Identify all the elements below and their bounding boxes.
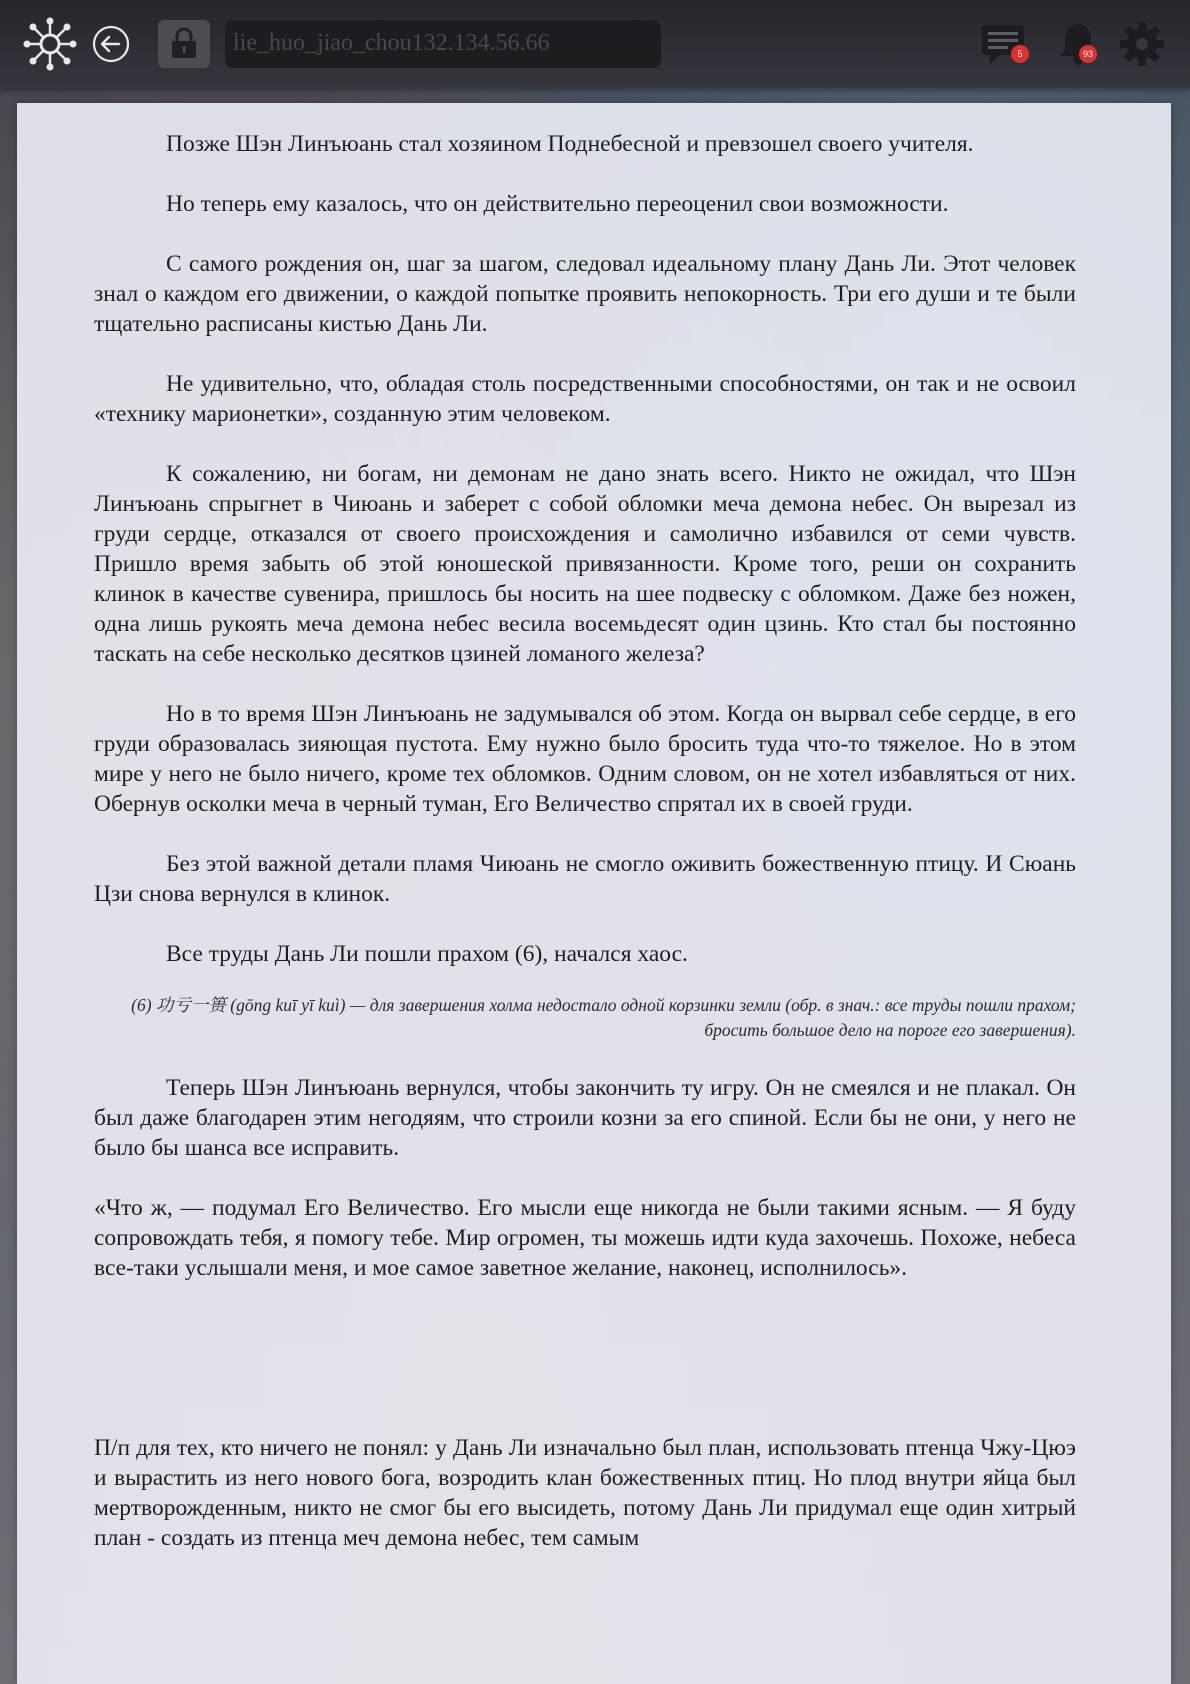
reader-page xyxy=(17,103,1171,1684)
paragraph: Все труды Дань Ли пошли прахом (6), начался хаос. xyxy=(166,941,688,967)
paragraph: С самого рождения он, шаг за шагом, следовал идеальному плану Дань Ли. Этот человек знал о каждом его движении, о каждой попытке проявить непокорность. Три его души и те были тщательно расписаны кистью Дань Ли. xyxy=(94,251,1076,337)
chapter-text xyxy=(94,129,1076,1583)
lock-button[interactable] xyxy=(158,20,210,68)
gear-icon[interactable] xyxy=(1118,20,1166,68)
paragraph: Не удивительно, что, обладая столь посредственными способностями, он так и не освоил «технику марионетки», созданную этим человеком. xyxy=(94,371,1076,427)
address-field[interactable]: lie_huo_jiao_chou132.134.56.66 xyxy=(225,20,661,68)
postscript: П/п для тех, кто ничего не понял: у Дань Ли изначально был план, использовать птенца Чжу-Цюэ и вырастить из него нового бога, возродить клан божественных птиц. Но плод внутри яйца был мертворожденным, никто не смог бы его высидеть, потому Дань Ли придумал еще один хитрый план - создать из птенца меч демона небес, тем самым xyxy=(94,1435,1076,1551)
footnote: (6) 功亏一篑 (gōng kuī yī kuì) — для завершения холма недостало одной корзинки земли (обр. в знач.: все труды пошли прахом; бросить большое дело на пороге его завершения). xyxy=(131,995,1076,1040)
messages-count-badge: 5 xyxy=(1011,45,1029,63)
notifications-count-badge: 93 xyxy=(1079,45,1097,63)
back-arrow-icon[interactable] xyxy=(92,25,130,63)
lock-icon xyxy=(169,27,199,61)
paragraph: Без этой важной детали пламя Чиюань не смогло оживить божественную птицу. И Сюань Цзи снова вернулся в клинок. xyxy=(94,851,1076,907)
paragraph: Теперь Шэн Линъюань вернулся, чтобы закончить ту игру. Он не смеялся и не плакал. Он был даже благодарен этим негодяям, что строили козни за его спиной. Если бы не они, у него не было бы шанса все исправить. xyxy=(94,1075,1076,1161)
paragraph: Но теперь ему казалось, что он действительно переоценил свои возможности. xyxy=(166,191,949,217)
top-bar xyxy=(0,0,1190,88)
paragraph: К сожалению, ни богам, ни демонам не дано знать всего. Никто не ожидал, что Шэн Линъюань спрыгнет в Чиюань и заберет с собой обломки меча демона небес. Он вырезал из груди сердце, отказался от своего происхождения и самолично избавился от семи чувств. Пришло время забыть об этой юношеской привязанности. Кроме того, реши он сохранить клинок в качестве сувенира, пришлось бы носить на шее подвеску с обломком. Даже без ножен, одна лишь рукоять меча демона небес весила восемьдесят один цзинь. Кто стал бы постоянно таскать на себе несколько десятков цзиней ломаного железа? xyxy=(94,461,1076,667)
paragraph: «Что ж, — подумал Его Величество. Его мысли еще никогда не были такими ясным. — Я буду сопровождать тебя, я помогу тебе. Мир огромен, ты можешь идти куда захочешь. Похоже, небеса все-таки услышали меня, и мое самое заветное желание, наконец, исполнилось». xyxy=(94,1195,1076,1281)
network-logo-icon[interactable] xyxy=(22,16,78,72)
paragraph: Но в то время Шэн Линъюань не задумывался об этом. Когда он вырвал себе сердце, в его груди образовалась зияющая пустота. Ему нужно было бросить туда что-то тяжелое. Но в этом мире у него не было ничего, кроме тех обломков. Одним словом, он не хотел избавляться от них. Обернув осколки меча в черный туман, Его Величество спрятал их в своей груди. xyxy=(94,701,1076,817)
paragraph: Позже Шэн Линъюань стал хозяином Поднебесной и превзошел своего учителя. xyxy=(166,131,974,157)
